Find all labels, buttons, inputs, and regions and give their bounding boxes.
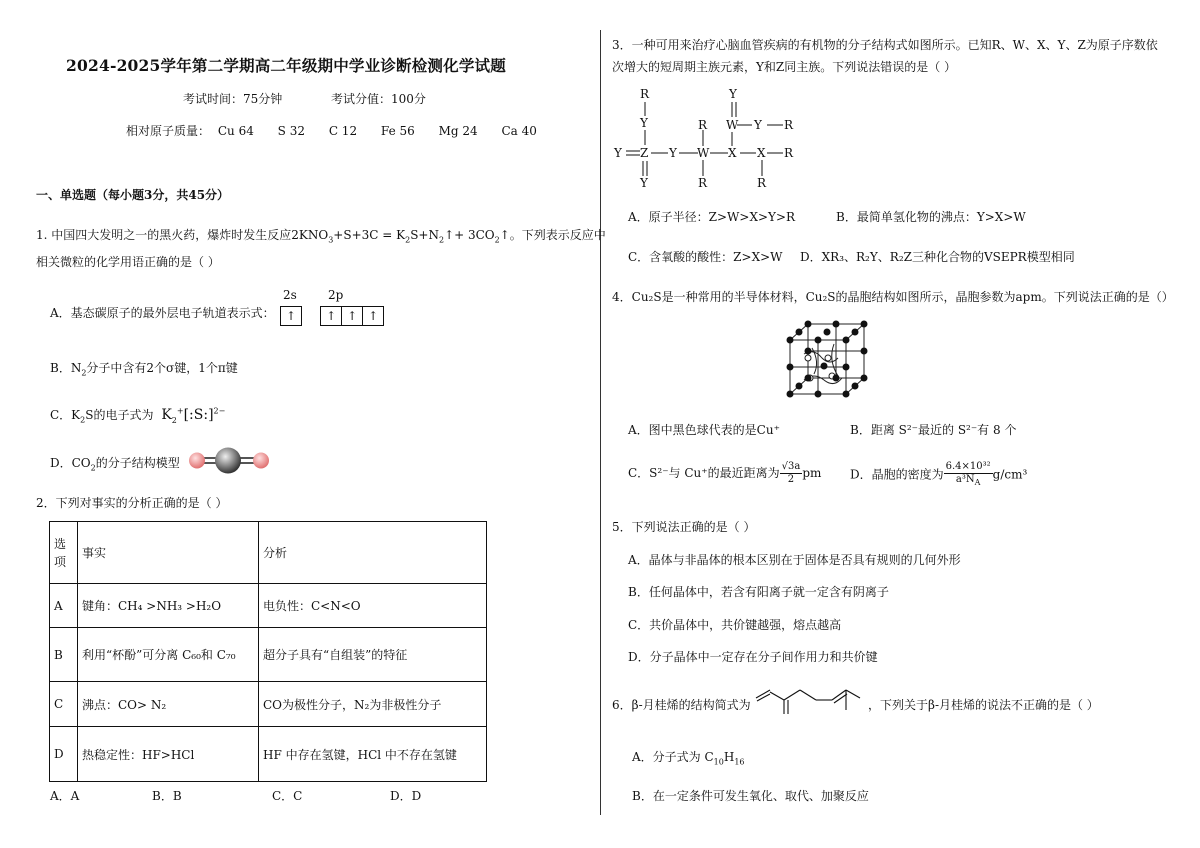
atom-y: Y — [640, 176, 648, 190]
exam-time: 考试时间：75分钟 — [183, 92, 283, 106]
atom-r: R — [784, 146, 794, 160]
q2-option-a: A．A — [50, 789, 80, 803]
q3-option-d: D．XR₃、R₂Y、R₂Z三种化合物的VSEPR模型相同 — [800, 250, 1075, 264]
atomic-mass-fe: Fe 56 — [380, 124, 415, 138]
q1-option-a: A．基态碳原子的最外层电子轨道表示式： — [50, 306, 275, 320]
atom-r: R — [757, 176, 767, 190]
atom-r: R — [784, 118, 794, 132]
q1-c-text: C．K — [50, 408, 81, 422]
atom-w: W — [726, 118, 739, 132]
q3-option-c: C．含氧酸的酸性：Z>X>W — [628, 250, 783, 264]
electron-formula: $K_2^+[:S:]^{2-}$ — [161, 406, 226, 425]
orbital-box-2p-3: ↑ — [362, 306, 384, 326]
orbital-label-2p: 2p — [328, 288, 344, 302]
q1-stem-part: +S+3C = K — [333, 228, 406, 242]
table-header-row — [50, 522, 487, 584]
table-row — [50, 727, 487, 782]
q4-d-denominator-main: a³N — [955, 474, 975, 485]
atom-r: R — [640, 87, 650, 101]
table-cell: HF 中存在氢键，HCl 中不存在氢键 — [259, 727, 487, 782]
q4-option-d — [850, 461, 1027, 489]
orbital-box-2p-1: ↑ — [320, 306, 342, 326]
exam-title: 2024-2025学年第二学期高二年级期中学业诊断检测化学试题 — [66, 56, 506, 75]
electron-formula-charge: 2− — [213, 406, 226, 416]
q6-a-text: A．分子式为 C — [632, 750, 714, 764]
q1-option-b: B．$N_2$分子中含有2个σ键，1个π键 — [50, 361, 238, 378]
q1-stem-part: ↑+ 3CO — [444, 228, 495, 242]
q1-d-text: D．CO — [50, 456, 91, 470]
q6-stem-pre: 6．β-月桂烯的结构简式为 — [612, 698, 751, 712]
q4-d-denominator — [944, 474, 993, 489]
q2-option-b: B．B — [152, 789, 182, 803]
q1-option-c: C．$K_2S$的电子式为 $K_2^+[:S:]^{2-}$ — [50, 406, 226, 425]
q1-b-text: 分子中含有2个σ键，1个π键 — [86, 361, 238, 375]
q4-d-unit: g/cm³ — [992, 467, 1028, 482]
table-cell: 键角：CH₄ >NH₃ >H₂O — [78, 584, 259, 628]
table-cell: 利用“杯酚”可分离 C₆₀和 C₇₀ — [78, 628, 259, 682]
table-cell: 电负性：C<N<O — [259, 584, 487, 628]
atom-y: Y — [614, 146, 622, 160]
q4-c-unit: pm — [802, 466, 822, 480]
q6-a-h-count: 16 — [734, 757, 745, 767]
q6-stem-post: ，下列关于β-月桂烯的说法不正确的是（ ） — [868, 698, 1099, 712]
table-cell: CO为极性分子，N₂为非极性分子 — [259, 682, 487, 727]
q6-option-a — [632, 748, 745, 766]
table-cell: A — [50, 584, 78, 628]
q1-c-text: S的电子式为 — [85, 408, 154, 422]
q6-a-h: H — [723, 750, 735, 764]
q1-stem-line2: 相关微粒的化学用语正确的是（ ） — [36, 255, 220, 269]
q1-option-d: D．$CO_2$的分子结构模型 — [50, 456, 180, 473]
q5-stem: 5．下列说法正确的是（ ） — [612, 520, 756, 534]
table-cell: B — [50, 628, 78, 682]
q4-c-numerator: √3a — [781, 461, 801, 472]
q1-stem-part: ↑。下列表示反应中 — [499, 228, 606, 242]
table-header-analysis: 分析 — [259, 522, 487, 584]
table-row — [50, 628, 487, 682]
atom-r: R — [698, 176, 708, 190]
right-column — [604, 0, 1200, 848]
q6-option-b: B．在一定条件可发生氧化、取代、加聚反应 — [632, 789, 869, 803]
exam-score: 考试分值：100分 — [331, 92, 426, 106]
q4-d-fraction — [944, 461, 993, 489]
cu2s-unit-cell — [784, 318, 870, 398]
q3-stem-line2: 次增大的短周期主族元素，Y和Z同主族。下列说法错误的是（ ） — [612, 60, 957, 74]
q5-option-b: B．任何晶体中，若含有阳离子就一定含有阴离子 — [628, 585, 889, 599]
atom-y: Y — [729, 87, 737, 101]
q3-structural-formula — [612, 84, 812, 192]
q4-option-b: B．距离 S²⁻最近的 S²⁻有 8 个 — [850, 423, 1017, 437]
q3-option-b: B．最简单氢化物的沸点：Y>X>W — [836, 210, 1026, 224]
atomic-mass-c: C 12 — [328, 124, 358, 138]
table-cell: D — [50, 727, 78, 782]
q5-option-c: C．共价晶体中，共价键越强，熔点越高 — [628, 618, 842, 632]
q4-d-text: D．晶胞的密度为 — [850, 467, 944, 482]
atomic-mass-cu: Cu 64 — [217, 124, 254, 138]
orbital-diagram — [280, 305, 384, 326]
q2-option-c: C．C — [272, 789, 303, 803]
electron-formula-s: [:S:] — [183, 407, 214, 423]
atom-w: W — [697, 146, 710, 160]
table-cell: 热稳定性：HF>HCl — [78, 727, 259, 782]
q4-d-numerator: 6.4×10³² — [945, 461, 991, 472]
atomic-mass-label: 相对原子质量： — [126, 124, 211, 138]
q3-stem: 3．一种可用来治疗心脑血管疾病的有机物的分子结构式如图所示。已知R、W、X、Y、Z为原子序数依 — [612, 38, 1158, 52]
q5-option-a: A．晶体与非晶体的根本区别在于固体是否具有规则的几何外形 — [628, 553, 961, 567]
section-heading: 一、单选题（每小题3分，共45分） — [36, 188, 230, 202]
column-divider — [600, 30, 601, 815]
q6-a-c-count: 10 — [713, 757, 724, 767]
q4-option-c — [628, 461, 821, 486]
atom-z: Z — [640, 146, 649, 160]
orbital-box-2s: ↑ — [280, 306, 302, 326]
table-row — [50, 682, 487, 727]
q4-d-denominator-sub: A — [974, 478, 981, 487]
q1-b-text: B．N — [50, 361, 82, 375]
electron-formula-k: K — [161, 407, 172, 423]
table-header-fact: 事实 — [78, 522, 259, 584]
co2-molecule-model — [186, 447, 272, 475]
beta-myrcene-structure — [754, 684, 864, 718]
atomic-mass-ca: Ca 40 — [501, 124, 537, 138]
q2-option-d: D．D — [390, 789, 422, 803]
q4-c-fraction — [780, 461, 803, 486]
atom-r: R — [698, 118, 708, 132]
q4-option-a: A．图中黑色球代表的是Cu⁺ — [628, 423, 780, 437]
q2-stem: 2．下列对事实的分析正确的是（ ） — [36, 496, 228, 510]
atom-x: X — [757, 146, 766, 160]
q1-stem-part: 1. 中国四大发明之一的黑火药，爆炸时发生反应2KNO — [36, 228, 329, 242]
atomic-mass-mg: Mg 24 — [438, 124, 478, 138]
atom-y: Y — [640, 116, 648, 130]
atom-y: Y — [669, 146, 677, 160]
table-cell: 沸点：CO> N₂ — [78, 682, 259, 727]
atom-y: Y — [754, 118, 762, 132]
table-cell: 超分子具有“自组装”的特征 — [259, 628, 487, 682]
q1-stem: 1. 中国四大发明之一的黑火药，爆炸时发生反应$2KNO_3+S+3C$ = $K_2S+N_2↑+$ $3CO_2↑$。下列表示反应中 — [36, 228, 606, 245]
q2-table — [49, 521, 487, 782]
q4-c-text: C．S²⁻与 Cu⁺的最近距离为 — [628, 466, 780, 480]
q1-d-text: 的分子结构模型 — [95, 456, 180, 470]
q4-stem: 4．Cu₂S是一种常用的半导体材料，Cu₂S的晶胞结构如图所示，晶胞参数为apm。下列说法正确的是（） — [612, 290, 1174, 304]
q1-stem-part: S+N — [410, 228, 439, 242]
atomic-mass-row — [126, 122, 537, 139]
atomic-mass-s: S 32 — [277, 124, 305, 138]
q3-option-a: A．原子半径：Z>W>X>Y>R — [628, 210, 796, 224]
table-row — [50, 584, 487, 628]
q4-c-denominator: 2 — [787, 474, 795, 485]
atom-x: X — [728, 146, 737, 160]
q5-option-d: D．分子晶体中一定存在分子间作用力和共价键 — [628, 650, 878, 664]
table-cell: C — [50, 682, 78, 727]
orbital-label-2s: 2s — [283, 288, 297, 302]
table-header-option: 选项 — [50, 522, 78, 584]
orbital-box-2p-2: ↑ — [341, 306, 363, 326]
